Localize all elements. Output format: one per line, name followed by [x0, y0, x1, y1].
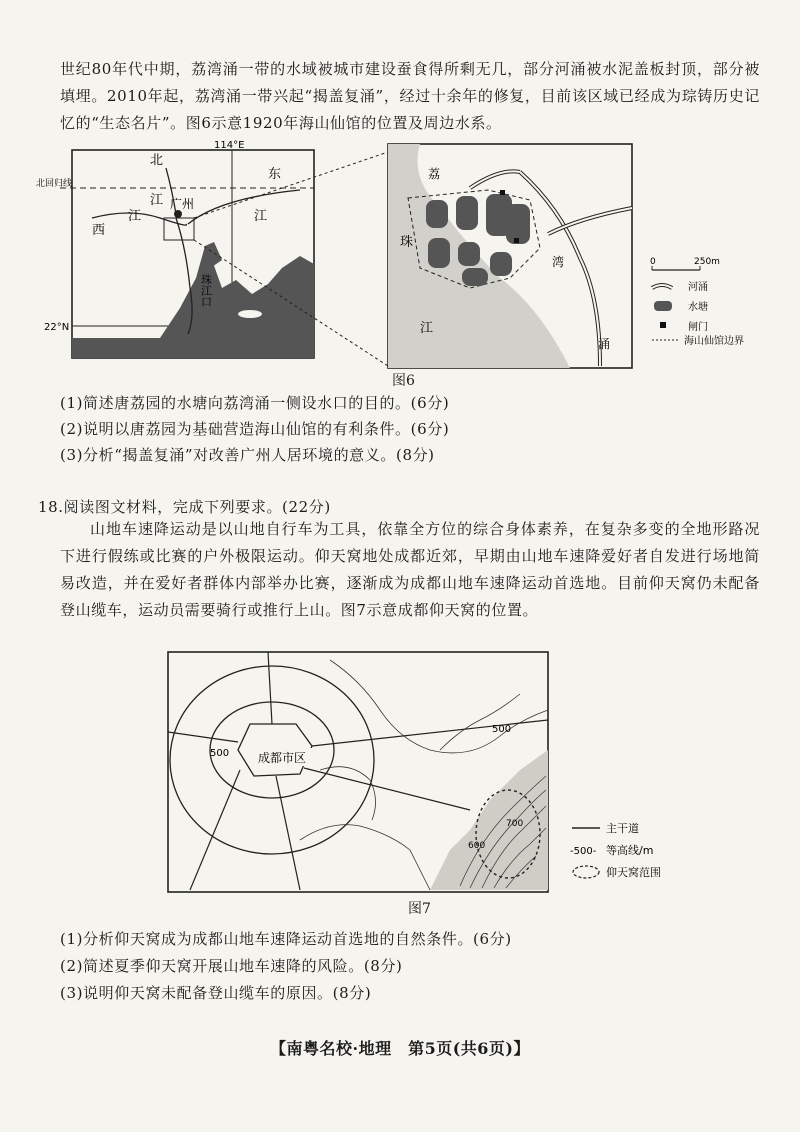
tropic-label: 北回归线 [36, 179, 73, 189]
figure-7 [0, 650, 800, 900]
legend-boundary: 海山仙馆边界 [684, 336, 744, 347]
label-guangzhou: 广州 [170, 197, 195, 211]
fig7-caption: 图7 [408, 901, 431, 917]
legend-pond: 水塘 [688, 302, 708, 313]
label-yong: 涌 [598, 337, 611, 351]
legend-contour-sample: -500- [570, 846, 597, 857]
label-jiang2: 江 [128, 209, 142, 224]
legend-road: 主干道 [606, 822, 639, 835]
q17-item-2: (2)说明以唐荔园为基础营造海山仙馆的有利条件。(6分) [60, 420, 450, 438]
scale-zero: 0 [650, 257, 656, 267]
legend-range: 仰天窝范围 [606, 866, 661, 879]
q17-item-3: (3)分析“揭盖复涌”对改善广州人居环境的意义。(8分) [60, 446, 435, 464]
label-jiang1: 江 [150, 193, 164, 208]
q17-item-1: (1)简述唐荔园的水塘向荔湾涌一侧设水口的目的。(6分) [60, 394, 450, 412]
q18-header: 18.阅读图文材料，完成下列要求。(22分) [38, 498, 331, 516]
q18-item-2: (2)简述夏季仰天窝开展山地车速降的风险。(8分) [60, 957, 403, 975]
fig6-caption: 图6 [392, 373, 415, 389]
lat-label: 22°N [44, 322, 70, 333]
legend-river: 河涌 [688, 282, 708, 293]
legend-contour: 等高线/m [606, 844, 654, 857]
contour-500-left: 500 [210, 748, 230, 759]
label-bei: 北 [150, 153, 164, 168]
q18-item-3: (3)说明仰天窝未配备登山缆车的原因。(8分) [60, 984, 372, 1002]
label-jiang: 江 [420, 321, 434, 336]
city-label: 成都市区 [258, 751, 307, 765]
label-wan: 湾 [552, 255, 565, 269]
fig6-left-map [60, 150, 388, 366]
figure-6 [0, 138, 800, 378]
label-dong: 东 [268, 167, 282, 182]
contour-600: 600 [468, 841, 486, 851]
label-xi: 西 [92, 223, 106, 238]
label-jiang3: 江 [254, 209, 268, 224]
legend-gate: 闸门 [688, 322, 708, 333]
label-zhujiangkou: 珠江口 [199, 274, 213, 307]
scale-end: 250m [694, 257, 720, 267]
label-li: 荔 [428, 167, 441, 181]
fig7-map [168, 652, 548, 892]
contour-700: 700 [506, 819, 524, 829]
q18-item-1: (1)分析仰天窝成为成都山地车速降运动首选地的自然条件。(6分) [60, 930, 512, 948]
page-footer: 【南粤名校·地理 第5页(共6页)】 [270, 1039, 530, 1058]
q18-body: 山地车速降运动是以山地自行车为工具，依靠全方位的综合身体素养，在复杂多变的全地形路况下进行假练或比赛的户外极限运动。仰天窝地处成都近郊，早期由山地车速降爱好者自发进行场地简易改造，并在爱好者群体内部举办比赛，逐渐成为成都山地车速降运动首选地。目前仰天窝仍未配备登山缆车，运动员需要骑行或推行上山。图7示意成都仰天窝的位置。 [60, 520, 760, 619]
contour-500-right: 500 [492, 724, 512, 735]
label-zhu: 珠 [400, 235, 414, 250]
lon-label: 114°E [214, 140, 245, 151]
intro-paragraph: 世纪80年代中期，荔湾涌一带的水域被城市建设蚕食得所剩无几，部分河涌被水泥盖板封顶，部分被填埋。2010年起，荔湾涌一带兴起“揭盖复涌”，经过十余年的修复，目前该区域已经成为琮铸历史记忆的“生态名片”。图6示意1920年海山仙馆的位置及周边水系。 [60, 60, 760, 132]
